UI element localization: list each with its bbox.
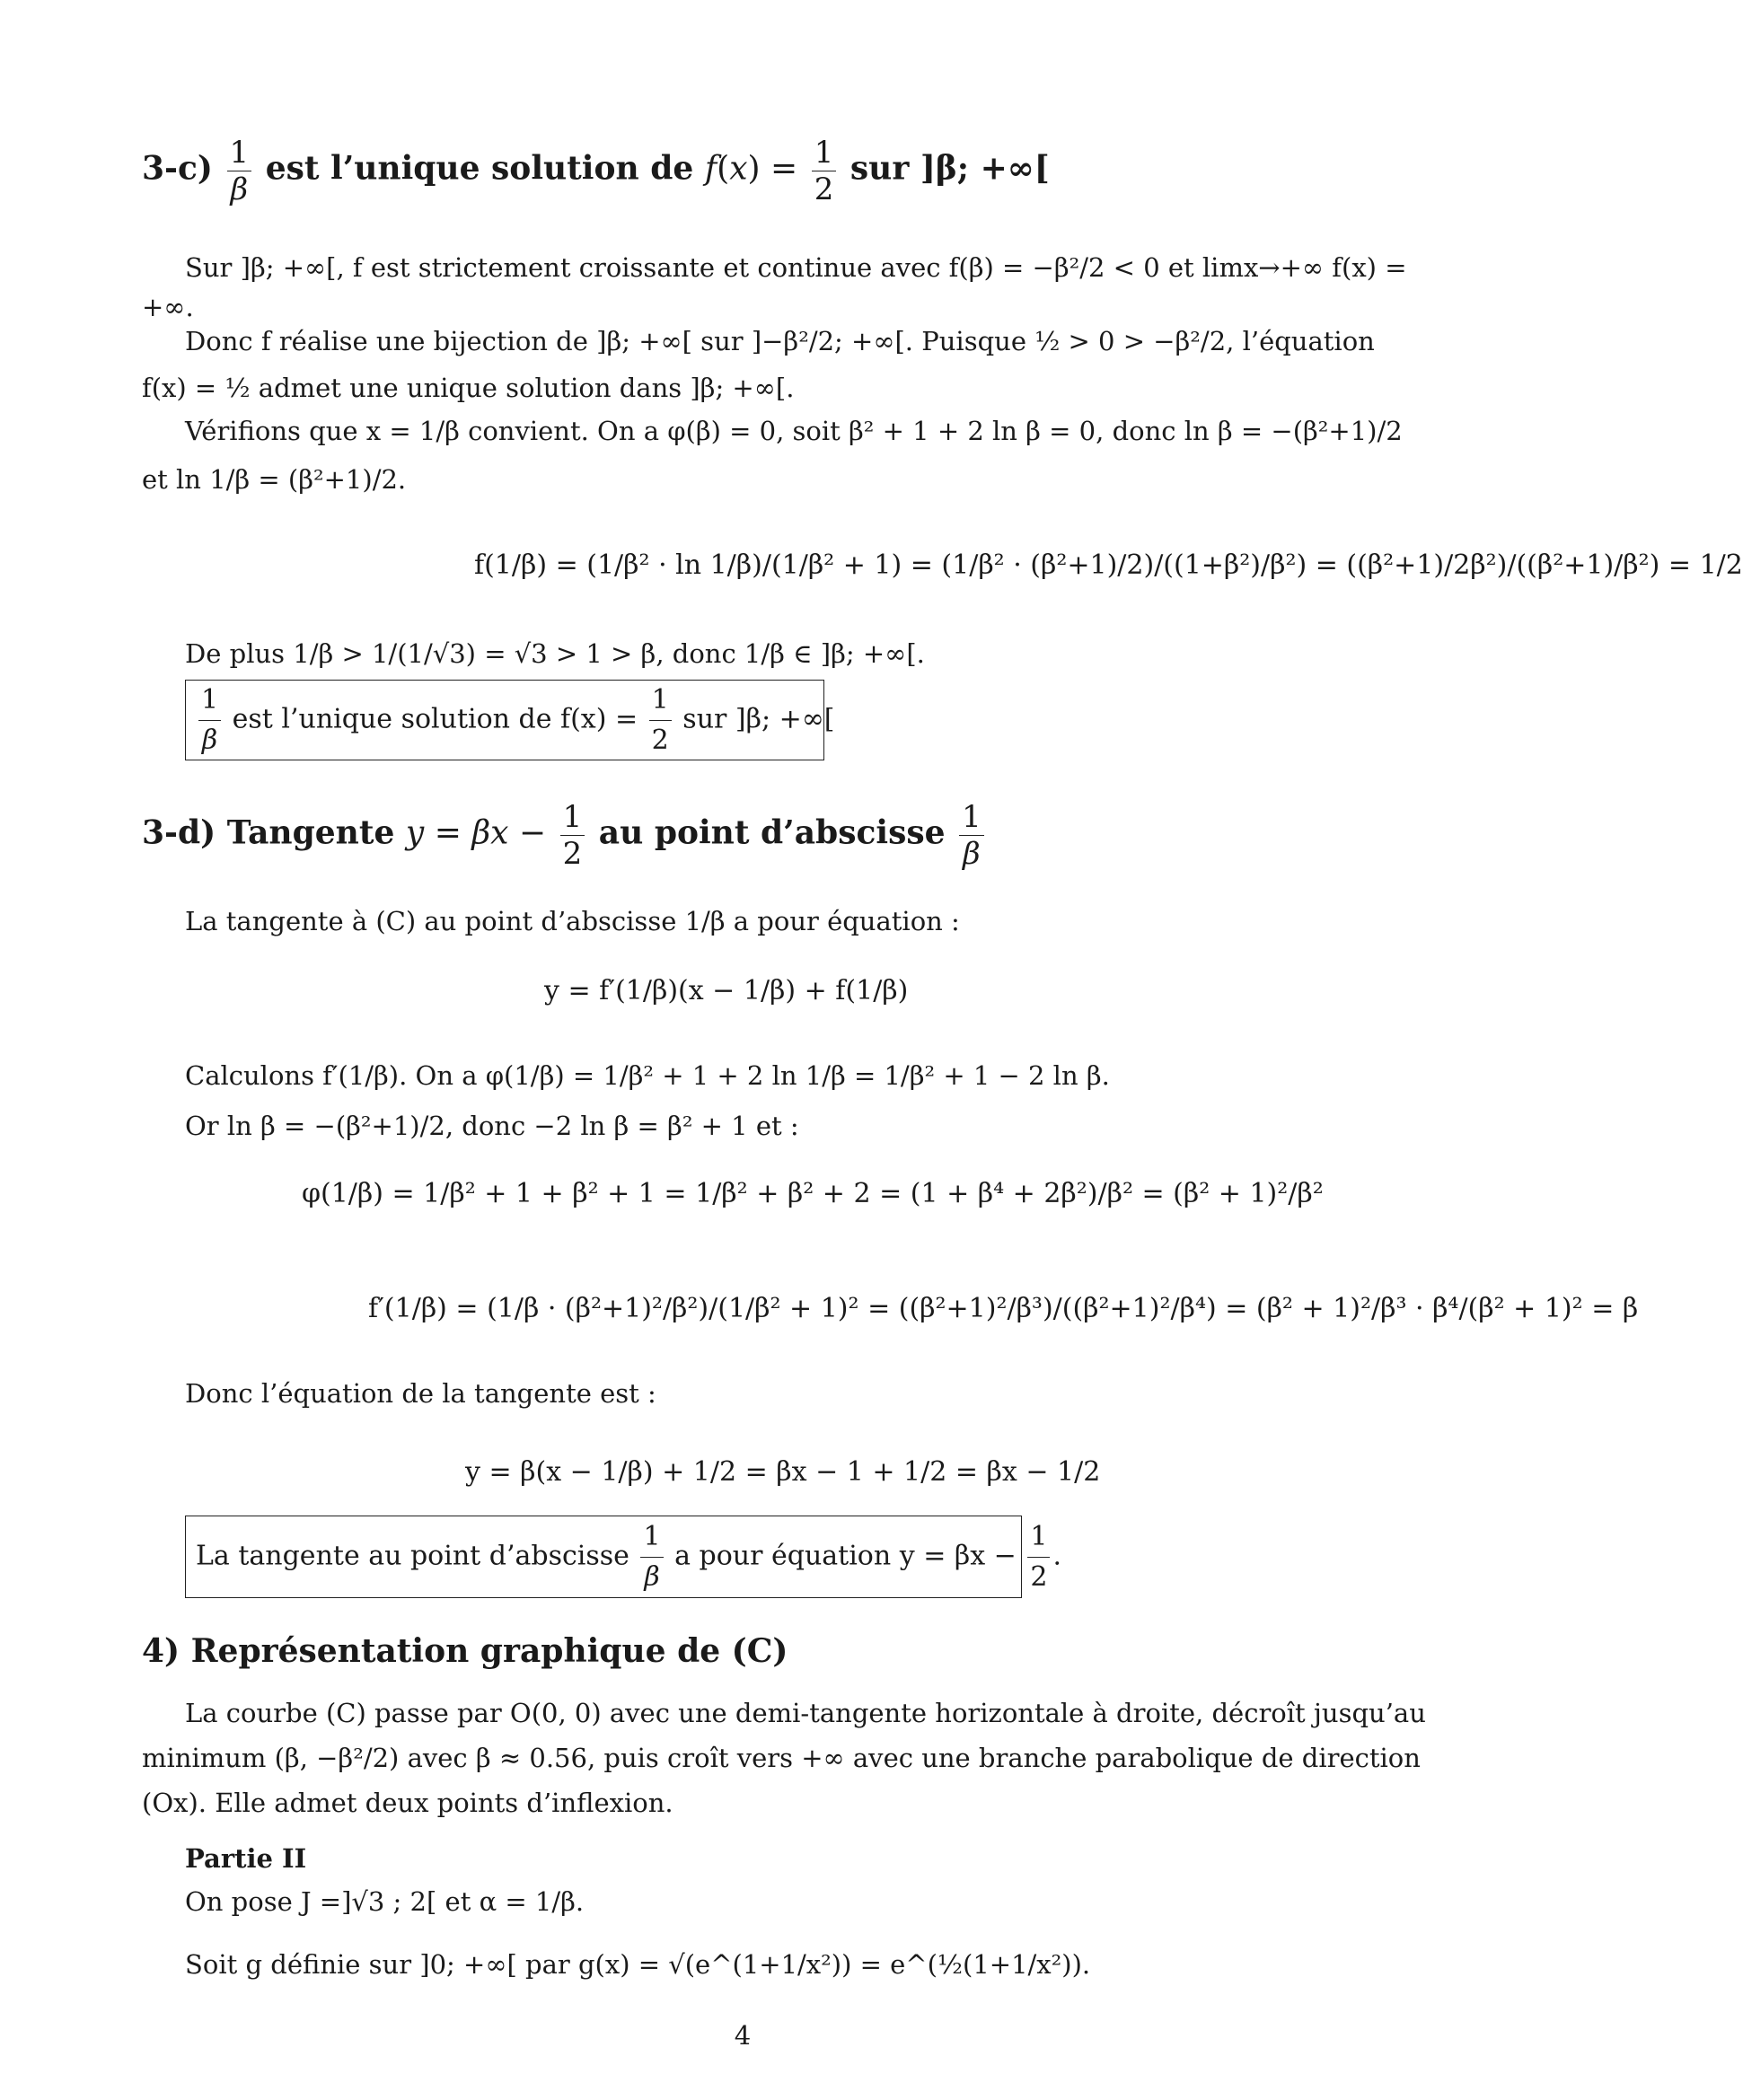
- text-3d-line1: La tangente à (C) au point d’abscisse 1/β a pour équation :: [185, 906, 960, 936]
- text-4-line1: La courbe (C) passe par O(0, 0) avec une demi-tangente horizontale à droite, décroît jusqu’au: [185, 1698, 1426, 1728]
- result-box-3d-text: La tangente au point d’abscisse $\frac{1}{\beta}$ a pour équation y = βx − $\frac{1}{2}$ .: [196, 1517, 1061, 1597]
- text-3c-line4: f(x) = ½ admet une unique solution dans ]β; +∞[.: [142, 373, 795, 403]
- equation-phi-one-over-beta: φ(1/β) = 1/β² + 1 + β² + 1 = 1/β² + β² + 2 = (1 + β⁴ + 2β²)/β² = (β² + 1)²/β²: [302, 1178, 1324, 1209]
- text-3c-line5: Vérifions que x = 1/β convient. On a φ(β) = 0, soit β² + 1 + 2 ln β = 0, donc ln β = −(β²+1)/2: [185, 416, 1403, 446]
- text-4-line3: (Ox). Elle admet deux points d’inflexion.: [142, 1788, 673, 1818]
- page-number: 4: [734, 2020, 752, 2051]
- equation-fprime-one-over-beta: f′(1/β) = (1/β · (β²+1)²/β²)/(1/β² + 1)² = ((β²+1)²/β³)/((β²+1)²/β⁴) = (β² + 1)²/β³ · β⁴/(β² + 1)² = β: [368, 1293, 1639, 1324]
- text-3c-line1: Sur ]β; +∞[, f est strictement croissante et continue avec f(β) = −β²/2 < 0 et limx→+∞ f(x) =: [185, 252, 1407, 283]
- heading-4: 4) Représentation graphique de (C): [142, 1632, 788, 1670]
- heading-3c: 3-c) $\frac{1}{\beta}$ est l’unique solution de f(x) = $\frac{1}{2}$ sur ]β; +∞[: [142, 135, 1050, 207]
- text-3c-line2: +∞.: [142, 292, 194, 322]
- text-partie2-line1: On pose J =]√3 ; 2[ et α = 1/β.: [185, 1886, 585, 1917]
- text-partie2-line2: Soit g définie sur ]0; +∞[ par g(x) = √(e^(1+1/x²)) = e^(½(1+1/x²)).: [185, 1949, 1091, 1980]
- equation-f-one-over-beta: f(1/β) = (1/β² · ln 1/β)/(1/β² + 1) = (1/β² · (β²+1)/2)/((1+β²)/β²) = ((β²+1)/2β²)/((β²+1)/β²) = 1/2: [474, 549, 1743, 581]
- text-3c-line3: Donc f réalise une bijection de ]β; +∞[ sur ]−β²/2; +∞[. Puisque ½ > 0 > −β²/2, l’équation: [185, 326, 1375, 356]
- text-3d-line2: Calculons f′(1/β). On a φ(1/β) = 1/β² + 1 + 2 ln 1/β = 1/β² + 1 − 2 ln β.: [185, 1060, 1110, 1091]
- text-3c-line7: De plus 1/β > 1/(1/√3) = √3 > 1 > β, donc 1/β ∈ ]β; +∞[.: [185, 638, 925, 669]
- text-3c-line6: et ln 1/β = (β²+1)/2.: [142, 464, 407, 495]
- text-4-line2: minimum (β, −β²/2) avec β ≈ 0.56, puis croît vers +∞ avec une branche parabolique de direction: [142, 1743, 1421, 1773]
- text-3d-line4: Donc l’équation de la tangente est :: [185, 1378, 656, 1409]
- equation-tangent-final: y = β(x − 1/β) + 1/2 = βx − 1 + 1/2 = βx − 1/2: [465, 1456, 1101, 1488]
- heading-3d: 3-d) Tangente y = βx − $\frac{1}{2}$ au point d’abscisse $\frac{1}{\beta}$: [142, 799, 987, 872]
- heading-partie-2: Partie II: [185, 1843, 307, 1874]
- result-box-3c-text: $\frac{1}{\beta}$ est l’unique solution de f(x) = $\frac{1}{2}$ sur ]β; +∞[: [196, 681, 834, 760]
- text-3d-line3: Or ln β = −(β²+1)/2, donc −2 ln β = β² + 1 et :: [185, 1111, 799, 1141]
- equation-tangent-general: y = f′(1/β)(x − 1/β) + f(1/β): [544, 975, 909, 1006]
